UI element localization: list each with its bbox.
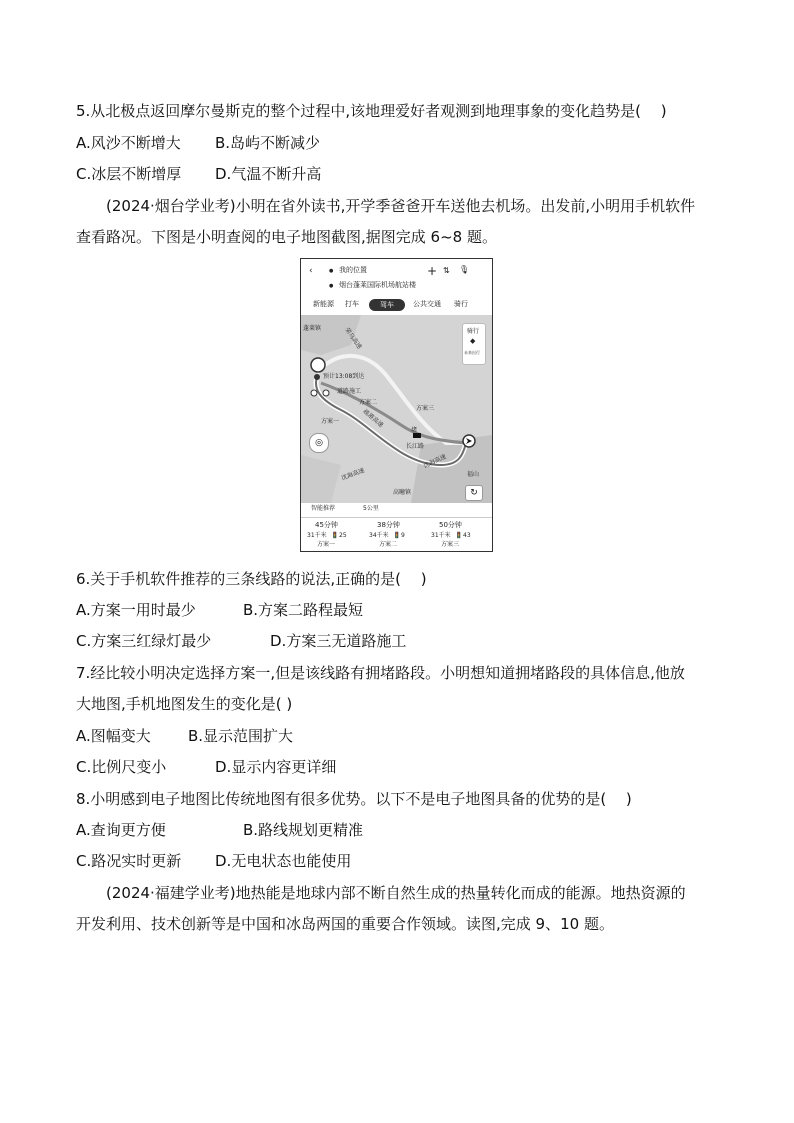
q7-option-d: D.显示内容更详细	[215, 758, 337, 776]
traffic-light-icon: 🚦	[331, 532, 339, 539]
route-name: 方案一	[317, 541, 336, 548]
destination-dot-icon: ●	[329, 283, 334, 289]
tab-cycling[interactable]: 骑行	[454, 300, 468, 308]
route-lights: 43	[463, 532, 471, 539]
route-name: 方案二	[379, 541, 398, 548]
route-time: 45分钟	[315, 521, 338, 529]
q7-option-c: C.比例尺变小	[76, 758, 167, 776]
traffic-light-icon: 🚦	[393, 532, 401, 539]
electronic-map-screenshot	[300, 258, 493, 552]
q8-option-d: D.无电状态也能使用	[215, 852, 352, 870]
highway-label-shenhai-lower: 沈海高速	[422, 453, 448, 470]
scale-label: 5公里	[363, 505, 379, 512]
route-time: 50分钟	[439, 521, 462, 529]
q5-option-b: B.岛屿不断减少	[215, 134, 321, 152]
plan3-map-label: 方案三	[416, 405, 435, 412]
route-time: 38分钟	[377, 521, 400, 529]
route-options-panel	[301, 517, 492, 552]
plan2-map-label: 方案二	[359, 399, 378, 406]
origin-marker	[311, 358, 325, 372]
intro-9-10-line2: 开发利用、技术创新等是中国和冰岛两国的重要合作领域。读图,完成 9、10 题。	[76, 915, 614, 933]
q7-stem-line2: 大地图,手机地图发生的变化是( )	[76, 695, 293, 713]
place-label-bottom: 高疃镇	[393, 489, 412, 496]
ride-side-panel[interactable]	[462, 323, 486, 365]
q6-option-c: C.方案三红绿灯最少	[76, 632, 212, 650]
q6-option-d: D.方案三无道路施工	[270, 632, 407, 650]
q5-option-d: D.气温不断升高	[215, 165, 322, 183]
road-work-label: 道路施工	[337, 388, 362, 395]
arrival-time-label: 预计13:08到达	[323, 373, 365, 380]
refresh-button[interactable]	[465, 485, 483, 501]
route-distance: 31千米	[431, 532, 451, 539]
place-label-right: 福山	[467, 471, 480, 478]
location-pin-icon: ◆	[470, 337, 476, 345]
future-travel-label: 未来出行	[464, 350, 480, 355]
route-option-3[interactable]	[429, 520, 487, 550]
q5-option-a: A.风沙不断增大	[76, 134, 181, 152]
tab-taxi[interactable]: 打车	[345, 300, 359, 308]
road-work-marker	[323, 390, 329, 396]
smart-recommend-label[interactable]: 智能推荐	[311, 505, 336, 512]
map-search-header	[301, 259, 492, 297]
route-distance: 34千米	[369, 532, 389, 539]
back-icon: ‹	[309, 266, 313, 276]
q5-stem: 5.从北极点返回摩尔曼斯克的整个过程中,该地理爱好者观测到地理事象的变化趋势是( )	[76, 102, 667, 120]
q8-option-c: C.路况实时更新	[76, 852, 182, 870]
q5-option-c: C.冰层不断增厚	[76, 165, 182, 183]
swap-icon[interactable]: ⇅	[443, 266, 450, 275]
q6-stem: 6.关于手机软件推荐的三条线路的说法,正确的是( )	[76, 570, 427, 588]
q8-option-b: B.路线规划更精准	[243, 821, 364, 839]
route-option-2[interactable]	[367, 520, 425, 550]
q7-stem-line1: 7.经比较小明决定选择方案一,但是该线路有拥堵路段。小明想知道拥堵路段的具体信息,他放	[76, 664, 685, 682]
route-lights: 25	[339, 532, 347, 539]
map-area[interactable]	[301, 315, 492, 503]
tab-public-transit[interactable]: 公共交通	[413, 300, 441, 308]
q6-option-b: B.方案二路程最短	[243, 601, 364, 619]
plan1-map-label: 方案一	[321, 418, 340, 425]
highway-label-rongwu: 荣乌高速	[343, 326, 363, 351]
expressway-label: 疏港高速	[361, 408, 385, 429]
refresh-icon: ↻	[470, 488, 478, 498]
intro-6-8-line1: (2024·烟台学业考)小明在省外读书,开学季爸爸开车送他去机场。出发前,小明用手机软件	[106, 197, 696, 215]
q7-option-a: A.图幅变大	[76, 727, 151, 745]
route-lights: 9	[401, 532, 405, 539]
road-work-marker	[311, 390, 317, 396]
locate-icon: ◎	[315, 438, 323, 448]
q8-stem: 8.小明感到电子地图比传统地图有很多优势。以下不是电子地图具备的优势的是( )	[76, 790, 632, 808]
jam-label: 堵	[411, 427, 418, 434]
traffic-light-icon: 🚦	[455, 532, 463, 539]
route-distance: 31千米	[307, 532, 327, 539]
q6-option-a: A.方案一用时最少	[76, 601, 196, 619]
endpoint-dot	[314, 374, 320, 380]
ride-side-label: 骑行	[467, 328, 480, 335]
add-waypoint-icon[interactable]: +	[427, 264, 438, 278]
voice-icon[interactable]: 🎙	[459, 265, 470, 274]
highway-label-shenhai: 沈海高速	[340, 467, 366, 482]
intro-6-8-line2: 查看路况。下图是小明查阅的电子地图截图,据图完成 6~8 题。	[76, 228, 497, 246]
destination-label: 烟台蓬莱国际机场航站楼	[339, 281, 416, 289]
place-label-left: 蓬莱镇	[303, 325, 322, 332]
road-label-changjiang: 长江路	[406, 443, 425, 450]
tab-new-energy[interactable]: 新能源	[313, 300, 334, 308]
q7-option-b: B.显示范围扩大	[188, 727, 294, 745]
q8-option-a: A.查询更方便	[76, 821, 166, 839]
origin-dot-icon: ●	[329, 268, 334, 274]
intro-9-10-line1: (2024·福建学业考)地热能是地球内部不断自然生成的热量转化而成的能源。地热资源的	[106, 884, 686, 902]
route-option-1[interactable]	[305, 520, 363, 550]
origin-label: 我的位置	[339, 266, 367, 274]
route-name: 方案三	[441, 541, 460, 548]
locate-button[interactable]	[309, 433, 329, 453]
tab-driving-selected[interactable]: 驾车	[369, 299, 405, 311]
